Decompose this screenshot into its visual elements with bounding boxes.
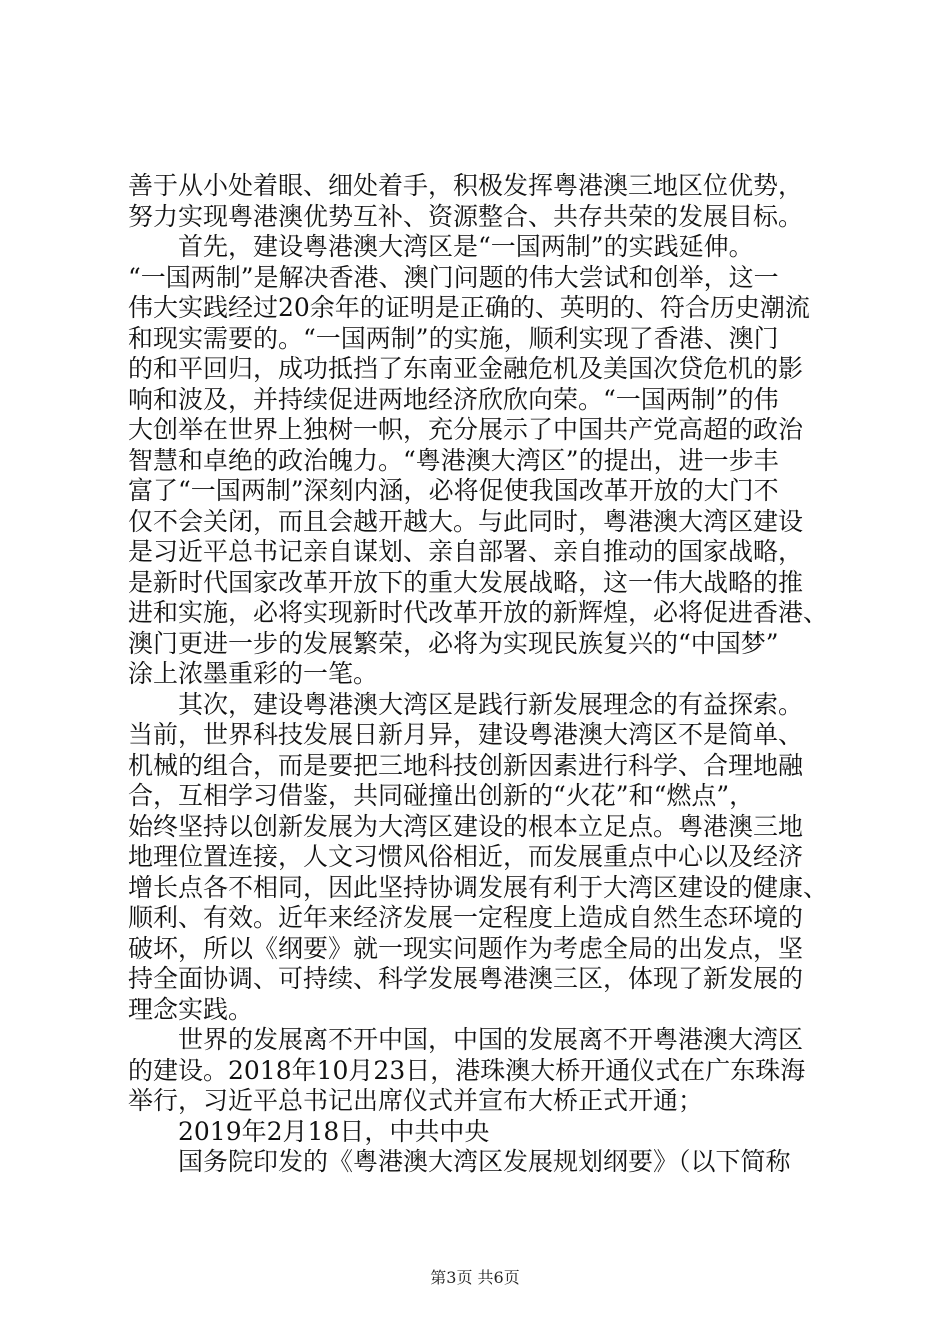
text-line: 善于从小处着眼、细处着手，积极发挥粤港澳三地区位优势， (128, 171, 804, 200)
text-line: 合，互相学习借鉴，共同碰撞出创新的“火花”和“燃点”， (128, 781, 755, 810)
text-line: 仅不会关闭，而且会越开越大。与此同时，粤港澳大湾区建设 (128, 506, 804, 536)
text-line: 始终坚持以创新发展为大湾区建设的根本立足点。粤港澳三地 (128, 811, 804, 841)
text-line: “一国两制”是解决香港、澳门问题的伟大尝试和创举，这一 (128, 262, 779, 292)
text-line: 涂上浓墨重彩的一笔。 (128, 659, 379, 688)
text-line: 破坏，所以《纲要》就一现实问题作为考虑全局的出发点，坚 (128, 933, 804, 963)
page-number-footer: 第3页 共6页 (430, 1268, 520, 1287)
text-line: 努力实现粤港澳优势互补、资源整合、共存共荣的发展目标。 (128, 201, 804, 231)
text-line: 是新时代国家改革开放下的重大发展战略，这一伟大战略的推 (128, 567, 804, 597)
text-line: 理念实践。 (128, 994, 254, 1024)
text-line: 持全面协调、可持续、科学发展粤港澳三区，体现了新发展的 (128, 964, 804, 993)
text-line: 增长点各不相同，因此坚持协调发展有利于大湾区建设的健康、 (128, 872, 829, 902)
text-line: 国务院印发的《粤港澳大湾区发展规划纲要》（以下简称 (178, 1147, 791, 1176)
text-line: 富了“一国两制”深刻内涵，必将促使我国改革开放的大门不 (128, 476, 779, 505)
text-line: 顺利、有效。近年来经济发展一定程度上造成自然生态环境的 (128, 903, 804, 932)
text-line: 世界的发展离不开中国，中国的发展离不开粤港澳大湾区 (178, 1025, 804, 1054)
text-line: 当前，世界科技发展日新月异，建设粤港澳大湾区不是简单、 (128, 720, 804, 749)
text-line: 伟大实践经过20余年的证明是正确的、英明的、符合历史潮流 (128, 293, 810, 322)
text-line: 的建设。2018年10月23日，港珠澳大桥开通仪式在广东珠海 (128, 1055, 806, 1085)
text-line: 是习近平总书记亲自谋划、亲自部署、亲自推动的国家战略， (128, 537, 804, 566)
text-line: 首先，建设粤港澳大湾区是“一国两制”的实践延伸。 (178, 232, 754, 261)
text-line: 地理位置连接，人文习惯风俗相近，而发展重点中心以及经济 (128, 842, 804, 871)
text-line: 机械的组合，而是要把三地科技创新因素进行科学、合理地融 (128, 750, 804, 780)
text-line: 其次，建设粤港澳大湾区是践行新发展理念的有益探索。 (178, 689, 804, 719)
text-line: 大创举在世界上独树一帜，充分展示了中国共产党高超的政治 (128, 415, 804, 444)
text-line: 举行，习近平总书记出席仪式并宣布大桥正式开通； (128, 1086, 704, 1115)
text-line: 进和实施，必将实现新时代改革开放的新辉煌，必将促进香港、 (128, 598, 829, 627)
text-line: 的和平回归，成功抵挡了东南亚金融危机及美国次贷危机的影 (128, 354, 804, 383)
text-line: 和现实需要的。“一国两制”的实施，顺利实现了香港、澳门 (128, 323, 779, 353)
body-text (128, 171, 838, 1178)
text-line: 响和波及，并持续促进两地经济欣欣向荣。“一国两制”的伟 (128, 384, 779, 414)
text-line: 2019年2月18日，中共中央 (178, 1116, 490, 1146)
text-line: 澳门更进一步的发展繁荣，必将为实现民族复兴的“中国梦” (128, 628, 779, 658)
text-line: 智慧和卓绝的政治魄力。“粤港澳大湾区”的提出，进一步丰 (128, 445, 779, 475)
